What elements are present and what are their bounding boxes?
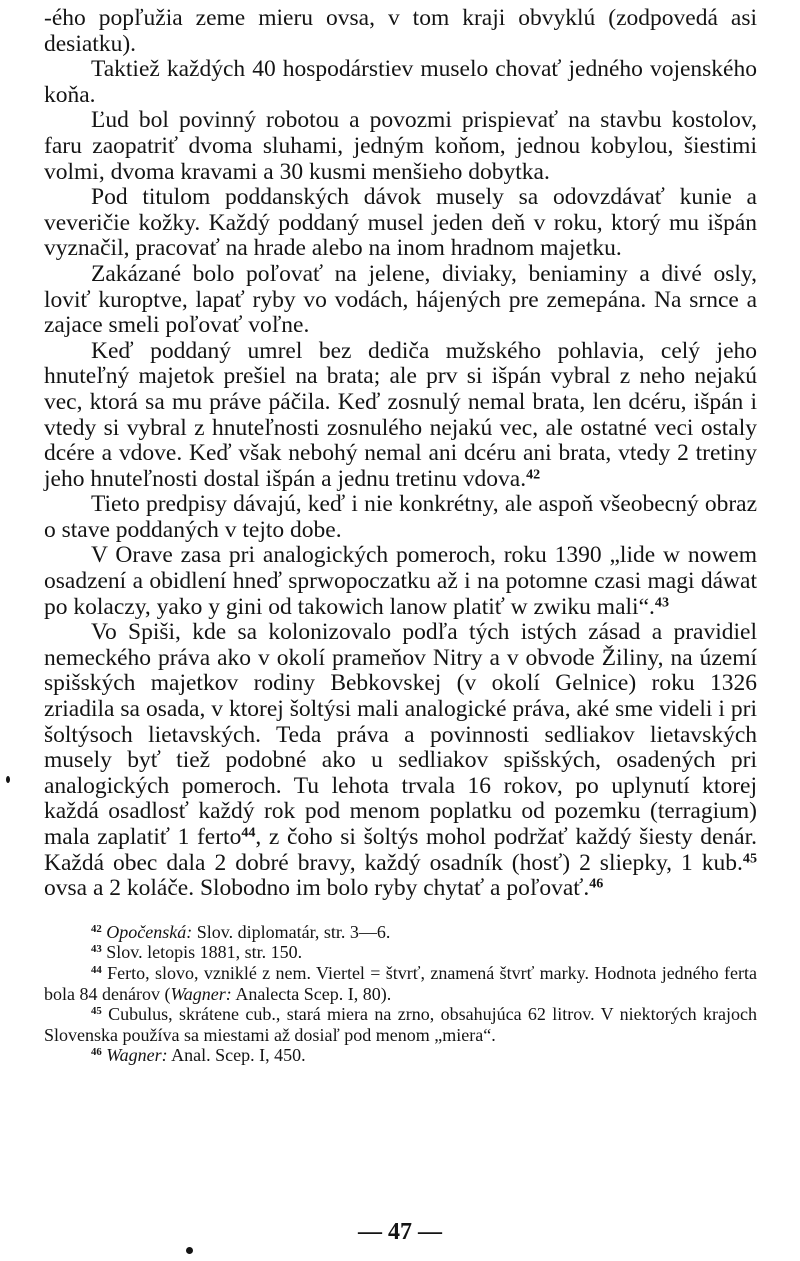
paragraph: Vo Spiši, kde sa kolonizovalo podľa tých istých zásad a pravidiel nemeckého práva ako v okolí prameňov Nitry a v obvode Žiliny, na území spišských majetkov rodiny Bebkovskej (v okolí Gelnice) roku 1326 zriadila sa osada, v ktorej šoltýsi mali analogické práva, aké sme videli i pri šoltýsoch lietavských. Teda práva a povinnosti sedliakov lietavských musely byť tiež podobné ako u sedliakov spišských, osadených pri analogických pomeroch. Tu lehota trvala 16 rokov, po uplynutí ktorej každá osadlosť každý rok pod menom poplatku od pozemku (terragium) mala zaplatiť 1 ferto$^{44}$, z čoho si šoltýs mohol podržať každý šiesty denár. Každá obec dala 2 dobré bravy, každý osadník (hosť) 2 sliepky, 1 kub.$^{45}$ ovsa a 2 koláče. Slobodno im bolo ryby chytať a poľovať.$^{46}$ — [44, 619, 757, 902]
paragraph: Ľud bol povinný robotou a povozmi prispievať na stavbu kostolov, faru zaopatriť dvoma sluhami, jedným koňom, jednou kobylou, šiestimi volmi, dvoma kravami a 30 kusmi menšieho dobytka. — [44, 107, 757, 185]
footnote-ref: 42 — [526, 465, 541, 482]
footnote: $^{42}$ Opočenská: Slov. diplomatár, str. 3—6. — [91, 921, 391, 942]
page-number: — 47 — — [358, 1219, 442, 1245]
paragraph: Tieto predpisy dávajú, keď i nie konkrétny, ale aspoň všeobecný obraz o stave poddaných v tejto dobe. — [44, 491, 757, 543]
paragraph: Keď poddaný umrel bez dediča mužského pohlavia, celý jeho hnuteľný majetok prešiel na brata; ale prv si išpán vybral z neho nejakú vec, ktorá sa mu práve páčila. Keď zosnulý nemal brata, len dcéru, išpán i vtedy si vybral z hnuteľnosti zosnulého nejakú vec, ale ostatné veci ostaly dcére a vdove. Keď však nebohý nemal ani dcéru ani brata, vtedy 2 tretiny jeho hnuteľnosti dostal išpán a jednu tretinu vdova.$^{42}$ — [44, 337, 757, 492]
footnote: $^{45}$ Cubulus, skrátene cub., stará miera na zrno, obsahujúca 62 litrov. V niektorých krajoch Slovenska používa sa miestami až dosiaľ pod menom „miera“. — [44, 1004, 757, 1045]
book-page — [44, 6, 757, 1066]
footnote-author: Opočenská: — [106, 921, 193, 942]
footnote-author: Wagner: — [170, 983, 232, 1004]
footnote-ref: 45 — [742, 849, 757, 866]
paragraph: Taktiež každých 40 hospodárstiev muselo chovať jedného vojenského koňa. — [44, 56, 757, 108]
footnote-ref: 44 — [241, 824, 256, 841]
footnote-mark: 43 — [91, 943, 102, 956]
footnotes — [44, 922, 757, 1066]
footnote-mark: 45 — [91, 1005, 102, 1018]
footnote-ref: 46 — [589, 875, 604, 892]
footnote: $^{44}$ Ferto, slovo, vzniklé z nem. Viertel = štvrť, znamená štvrť marky. Hodnota jedného ferta bola 84 denárov (Wagner: Analecta Scep. I, 80). — [44, 962, 757, 1004]
footnote-ref: 43 — [654, 593, 669, 610]
footnote-mark: 42 — [91, 922, 102, 935]
footnote-mark: 44 — [91, 964, 102, 977]
paragraph: -ého popľužia zeme mieru ovsa, v tom kraji obvyklú (zodpovedá asi desiatku). — [44, 5, 757, 57]
footnote: $^{46}$ Wagner: Anal. Scep. I, 450. — [91, 1045, 306, 1066]
print-speck — [6, 776, 10, 783]
paragraph: Zakázané bolo poľovať na jelene, diviaky, beniaminy a divé osly, loviť kuroptve, lapať ryby vo vodách, hájených pre zemepána. Na srnce a zajace smeli poľovať voľne. — [44, 260, 757, 339]
footnote-author: Wagner: — [106, 1045, 168, 1066]
paragraph: V Orave zasa pri analogických pomeroch, roku 1390 „lide w nowem osadzení a obidlení hneď sprwopoczatku až i na potomne czasi magi dáwat po kolaczy, yako y gini od takowich lanow platiť w zwiku mali“.$^{43}$ — [44, 542, 757, 620]
print-speck — [186, 1247, 193, 1254]
footnote: $^{43}$ Slov. letopis 1881, str. 150. — [91, 942, 303, 963]
paragraph: Pod titulom poddanských dávok musely sa odovzdávať kunie a veveričie kožky. Každý poddaný musel jeden deň v roku, ktorý mu išpán vyznačil, pracovať na hrade alebo na inom hradnom majetku. — [44, 184, 757, 262]
footnote-mark: 46 — [91, 1046, 102, 1059]
main-text — [44, 6, 757, 902]
